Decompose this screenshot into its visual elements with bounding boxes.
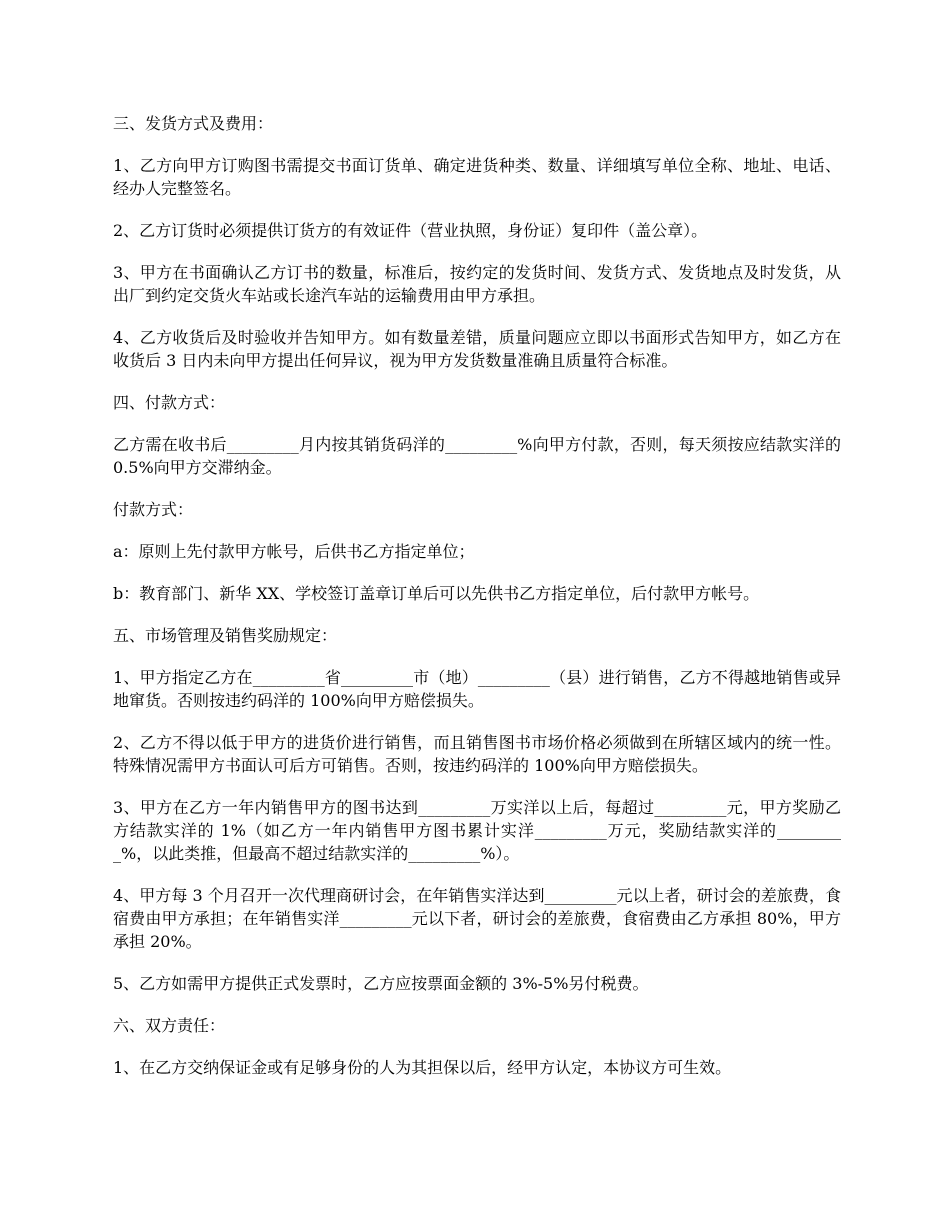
clause-shipping-2: 2、乙方订货时必须提供订货方的有效证件（营业执照，身份证）复印件（盖公章）。 (113, 221, 708, 240)
payment-method-b: b：教育部门、新华 XX、学校签订盖章订单后可以先供书乙方指定单位，后付款甲方帐号。 (113, 584, 760, 603)
clause-shipping-1: 1、乙方向甲方订购图书需提交书面订货单、确定进货种类、数量、详细填写单位全称、地址、电话、经办人完整签名。 (113, 156, 841, 198)
clause-market-3: 3、甲方在乙方一年内销售甲方的图书达到_________万实洋以上后，每超过_________元，甲方奖励乙方结款实洋的 1%（如乙方一年内销售甲方图书累计实洋_________万元，奖励结款实洋的_________%，以此类推，但最高不超过结款实洋的_________%）。 (113, 798, 841, 863)
section-heading-responsibilities: 六、双方责任： (113, 1016, 226, 1035)
section-heading-payment: 四、付款方式： (113, 393, 226, 412)
payment-method-heading: 付款方式： (113, 500, 194, 519)
clause-payment-terms: 乙方需在收书后_________月内按其销货码洋的_________%向甲方付款，否则，每天须按应结款实洋的 0.5%向甲方交滞纳金。 (113, 435, 841, 477)
section-heading-shipping: 三、发货方式及费用： (113, 114, 274, 133)
clause-market-2: 2、乙方不得以低于甲方的进货价进行销售，而且销售图书市场价格必须做到在所辖区域内的统一性。特殊情况需甲方书面认可后方可销售。否则，按违约码洋的 100%向甲方赔偿损失。 (113, 733, 841, 775)
clause-responsibilities-1: 1、在乙方交纳保证金或有足够身份的人为其担保以后，经甲方认定，本协议方可生效。 (113, 1058, 732, 1077)
clause-market-5: 5、乙方如需甲方提供正式发票时，乙方应按票面金额的 3%-5%另付税费。 (113, 974, 649, 993)
clause-market-4: 4、甲方每 3 个月召开一次代理商研讨会，在年销售实洋达到_________元以上者，研讨会的差旅费，食宿费由甲方承担；在年销售实洋_________元以下者，研讨会的差旅费，食宿费由乙方承担 80%，甲方承担 20%。 (113, 886, 841, 951)
document-page (113, 112, 841, 1098)
clause-market-1: 1、甲方指定乙方在_________省_________市（地）_________（县）进行销售，乙方不得越地销售或异地窜货。否则按违约码洋的 100%向甲方赔偿损失。 (113, 668, 841, 710)
section-heading-market: 五、市场管理及销售奖励规定： (113, 626, 338, 645)
clause-shipping-4: 4、乙方收货后及时验收并告知甲方。如有数量差错，质量问题应立即以书面形式告知甲方，如乙方在收货后 3 日内未向甲方提出任何异议，视为甲方发货数量准确且质量符合标准。 (113, 328, 841, 370)
clause-shipping-3: 3、甲方在书面确认乙方订书的数量，标准后，按约定的发货时间、发货方式、发货地点及时发货，从出厂到约定交货火车站或长途汽车站的运输费用由甲方承担。 (113, 263, 841, 305)
payment-method-a: a：原则上先付款甲方帐号，后供书乙方指定单位； (113, 542, 475, 561)
